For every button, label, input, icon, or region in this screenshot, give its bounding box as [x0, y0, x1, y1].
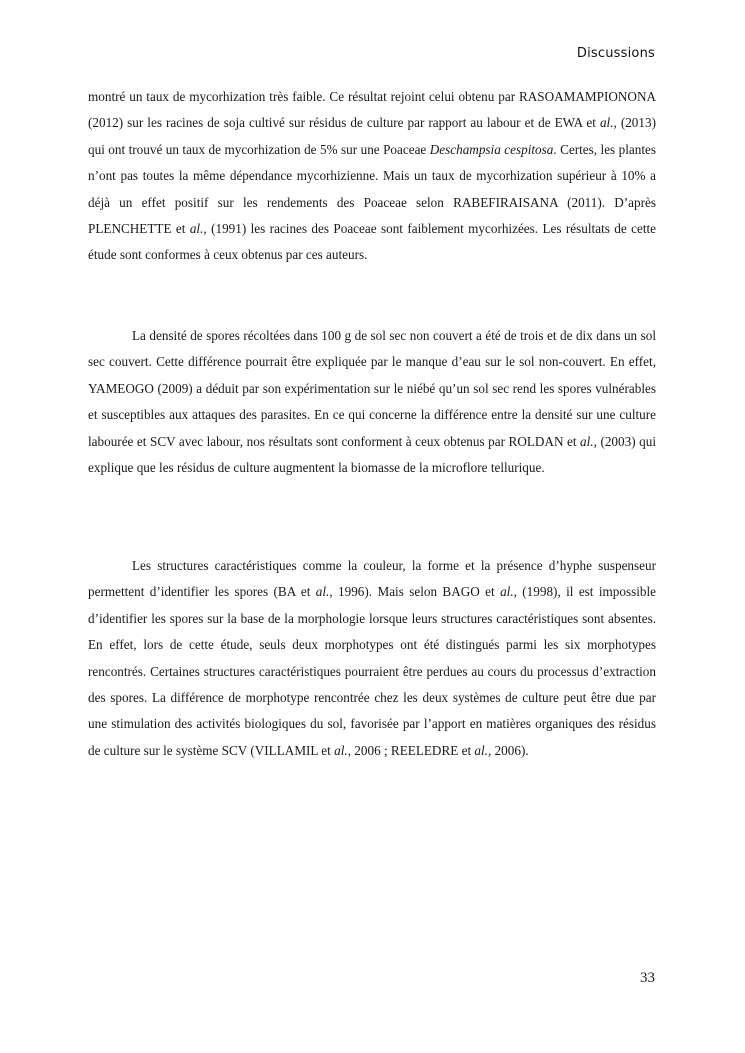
paragraph-mycorhization	[88, 84, 656, 269]
italic-text-run: Deschampsia cespitosa	[429, 141, 554, 157]
text-run: , (1991) les racines des Poaceae sont faiblement mycorhizées. Les résultats de cette étude sont conformes à ceux obtenus par ces auteurs.	[88, 221, 656, 263]
text-run: , (2013) qui ont trouvé un taux de mycorhization de 5% sur une Poaceae	[88, 115, 656, 157]
italic-text-run: al.	[599, 115, 614, 131]
italic-text-run: al.	[580, 433, 594, 449]
page-header-section-title: Discussions	[576, 46, 655, 61]
italic-text-run: al.	[189, 221, 204, 237]
text-run: , 2006 ; REELEDRE et	[347, 742, 475, 758]
text-run: Les structures caractéristiques comme la couleur, la forme et la présence d’hyphe suspenseur permettent d’identifier les spores (BA et	[88, 558, 656, 600]
italic-text-run: al.	[334, 742, 348, 758]
text-run: , 1996). Mais selon BAGO et	[329, 584, 501, 600]
italic-text-run: al.	[474, 742, 488, 758]
page-number: 33	[640, 970, 655, 986]
paragraph-spore-structures	[88, 553, 656, 764]
text-run: , (2003) qui explique que les résidus de culture augmentent la biomasse de la microflore tellurique.	[88, 433, 656, 476]
paragraph-spore-density	[88, 323, 656, 481]
text-run: . Certes, les plantes n’ont pas toutes la même dépendance mycorhizienne. Mais un taux de mycorhization supérieur à 10% a déjà un effet positif sur les rendements des Poaceae selon RABEFIRAISANA (2011). D’après PLENCHETTE et	[88, 141, 656, 237]
italic-text-run: al.	[500, 584, 514, 600]
italic-text-run: al.	[315, 584, 330, 600]
text-run: La densité de spores récoltées dans 100 g de sol sec non couvert a été de trois et de dix dans un sol sec couvert. Cette différence pourrait être expliquée par le manque d’eau sur le sol non-couvert. En effet, YAMEOGO (2009) a déduit par son expérimentation sur le niébé qu’un sol sec rend les spores vulnérables et susceptibles aux attaques des parasites. En ce qui concerne la différence entre la densité sur une culture labourée et SCV avec labour, nos résultats sont conforment à ceux obtenus par ROLDAN et	[88, 328, 656, 449]
text-run: , (1998), il est impossible d’identifier les spores sur la base de la morphologie lorsque leurs structures caractéristiques sont absentes. En effet, lors de cette étude, seuls deux morphotypes ont été distingués parmi les six morphotypes rencontrés. Certaines structures caractéristiques pourraient être perdues au cours du processus d’extraction des spores. La différence de morphotype rencontrée chez les deux systèmes de culture peut être due par une stimulation des activités biologiques du sol, favorisée par l’apport en matières organiques des résidus de culture sur le système SCV (VILLAMIL et	[88, 584, 656, 758]
text-run: montré un taux de mycorhization très faible. Ce résultat rejoint celui obtenu par RASOAMAMPIONONA (2012) sur les racines de soja cultivé sur résidus de culture par rapport au labour et de EWA et	[88, 89, 656, 131]
text-run: , 2006).	[487, 742, 529, 758]
